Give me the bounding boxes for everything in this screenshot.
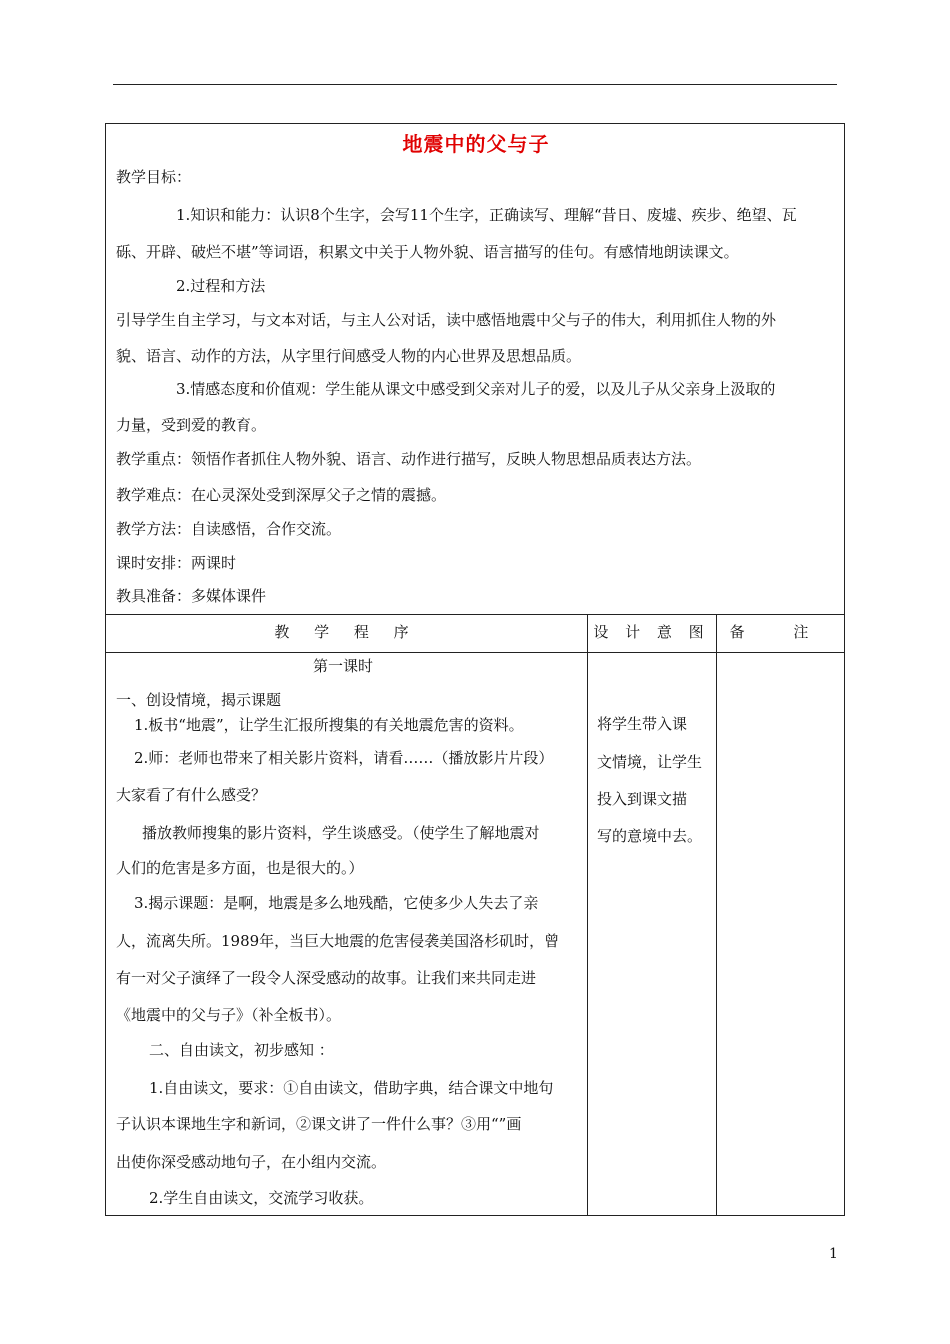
procedure-line: 3.揭示课题：是啊，地震是多么地残酷，它使多少人失去了亲 [134, 894, 539, 912]
class-hours: 课时安排：两课时 [116, 554, 237, 572]
procedure-line: 人们的危害是多方面，也是很大的。） [116, 859, 364, 877]
design-intent-line: 将学生带入课 [597, 715, 688, 733]
table-divider [106, 652, 844, 653]
document-title: 地震中的父与子 [402, 132, 550, 156]
column-divider [716, 614, 717, 1215]
page-number: 1 [829, 1246, 838, 1262]
procedure-line: 一、创设情境，揭示课题 [116, 691, 282, 709]
procedure-line: 有一对父子演绎了一段令人深受感动的故事。让我们来共同走进 [116, 969, 537, 987]
procedure-line: 二、自由读文，初步感知 ： [149, 1041, 334, 1059]
intro-line: 力量，受到爱的教育。 [116, 416, 267, 434]
header-rule [113, 84, 837, 85]
design-intent-line: 投入到课文描 [597, 790, 688, 808]
intro-line: 3.情感态度和价值观：学生能从课文中感受到父亲对儿子的爱，以及儿子从父亲身上汲取的 [176, 380, 776, 398]
lesson-plan-table [105, 123, 845, 1216]
procedure-line: 播放教师搜集的影片资料，学生谈感受。（使学生了解地震对 [142, 824, 540, 842]
teaching-aids: 教具准备：多媒体课件 [116, 587, 267, 605]
key-point: 教学重点：领悟作者抓住人物外貌、语言、动作进行描写，反映人物思想品质表达方法。 [116, 450, 702, 468]
procedure-line: 第一课时 [313, 657, 374, 675]
header-remarks: 备 注 [729, 623, 831, 641]
procedure-line: 子认识本课地生字和新词，②课文讲了一件什么事？③用“”画 [116, 1115, 522, 1133]
intro-line: 砾、开辟、破烂不堪”等词语，积累文中关于人物外貌、语言描写的佳句。有感情地朗读课文。 [116, 243, 739, 261]
difficult-point: 教学难点：在心灵深处受到深厚父子之情的震撼。 [116, 486, 447, 504]
intro-line: 引导学生自主学习，与文本对话，与主人公对话，读中感悟地震中父与子的伟大，利用抓住人物的外 [116, 311, 777, 329]
intro-line: 1.知识和能力：认识8个生字，会写11个生字，正确读写、理解“昔日、废墟、疾步、绝望、瓦 [176, 206, 797, 224]
objectives-heading: 教学目标： [116, 168, 192, 186]
table-divider [106, 614, 844, 615]
procedure-line: 人，流离失所。1989年，当巨大地震的危害侵袭美国洛杉矶时，曾 [116, 932, 560, 950]
column-divider [587, 614, 588, 1215]
teaching-method: 教学方法：自读感悟，合作交流。 [116, 520, 342, 538]
procedure-line: 出使你深受感动地句子，在小组内交流。 [116, 1153, 387, 1171]
procedure-line: 1.板书“地震”，让学生汇报所搜集的有关地震危害的资料。 [134, 716, 524, 734]
design-intent-line: 写的意境中去。 [597, 827, 703, 845]
design-intent-line: 文情境，让学生 [597, 753, 703, 771]
procedure-line: 2.学生自由读文，交流学习收获。 [149, 1189, 374, 1207]
procedure-line: 2.师：老师也带来了相关影片资料，请看……（播放影片片段） [134, 749, 554, 767]
intro-line: 2.过程和方法 [176, 277, 266, 295]
header-design-intent: 设 计 意 图 [593, 623, 710, 641]
procedure-line: 《地震中的父与子》（补全板书）。 [116, 1006, 342, 1024]
intro-line: 貌、语言、动作的方法，从字里行间感受人物的内心世界及思想品质。 [116, 347, 582, 365]
header-procedure: 教 学 程 序 [274, 623, 419, 641]
procedure-line: 1.自由读文，要求：①自由读文，借助字典，结合课文中地句 [149, 1079, 554, 1097]
procedure-line: 大家看了有什么感受？ [116, 786, 267, 804]
